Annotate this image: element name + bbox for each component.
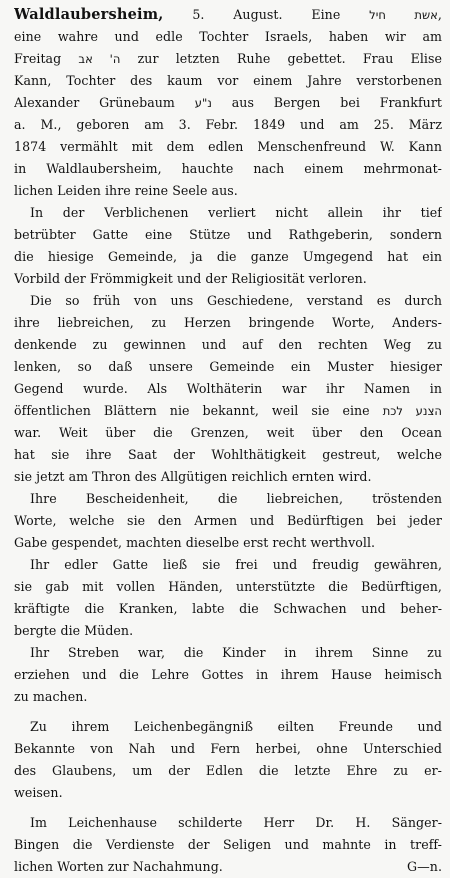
text-line: betrübter Gatte eine Stütze und Rathgeberin, sondern <box>14 227 442 242</box>
text-line: weisen. <box>14 785 63 800</box>
text-line: zu machen. <box>14 689 88 704</box>
text-line: bergte die Müden. <box>14 623 134 638</box>
text-line: In der Verblichenen verliert nicht allein ihr tief <box>30 205 442 220</box>
text-line: Bingen die Verdienste der Seligen und mahnte in treff- <box>14 837 442 852</box>
hebrew-phrase: אשת חיל <box>369 8 438 22</box>
text-line: lichen Leiden ihre reine Seele aus. <box>14 183 238 198</box>
text-line: Ihr edler Gatte ließ sie frei und freudig gewähren, <box>30 557 442 572</box>
text-line <box>14 92 442 114</box>
text-line: in Waldlaubersheim, hauchte nach einem mehrmonat- <box>14 161 442 176</box>
text-line: lenken, so daß unsere Gemeinde ein Muster hiesiger <box>14 359 442 374</box>
text-fragment: zur letzten Ruhe gebettet. Frau Elise <box>120 51 442 66</box>
text-fragment: Freitag <box>14 51 79 66</box>
text-line: Ihr Streben war, die Kinder in ihrem Sinne zu <box>30 645 442 660</box>
text-fragment: Alexander Grünebaum <box>14 95 195 110</box>
text-line: 1874 vermählt mit dem edlen Menschenfreund W. Kann <box>14 139 442 154</box>
dateline-date: 5. August. Eine <box>163 7 370 22</box>
text-line: Kann, Tochter des kaum vor einem Jahre verstorbenen <box>14 73 442 88</box>
obituary-article <box>14 4 442 878</box>
author-signature: G—n. <box>407 859 442 874</box>
text-fragment: öffentlichen Blättern nie bekannt, weil sie eine <box>14 403 383 418</box>
text-line: war. Weit über die Grenzen, weit über den Ocean <box>14 425 442 440</box>
text-line <box>14 400 442 422</box>
text-line: kräftigte die Kranken, labte die Schwachen und beher- <box>14 601 442 616</box>
text-fragment: lichen Worten zur Nachahmung. <box>14 859 223 874</box>
hebrew-phrase: הצנע לכת <box>382 404 442 418</box>
hebrew-abbreviation: נ"ע <box>194 96 212 110</box>
text-line: Vorbild der Frömmigkeit und der Religiosität verloren. <box>14 271 367 286</box>
text-line: Bekannte von Nah und Fern herbei, ohne Unterschied <box>14 741 442 756</box>
text-line: eine wahre und edle Tochter Israels, haben wir am <box>14 29 442 44</box>
text-fragment: , <box>437 7 442 22</box>
text-line: Worte, welche sie den Armen und Bedürftigen bei jeder <box>14 513 442 528</box>
dateline-place: Waldlaubersheim, <box>14 6 164 23</box>
text-line: des Glaubens, um der Edlen die letzte Ehre zu er- <box>14 763 442 778</box>
text-line: Zu ihrem Leichenbegängniß eilten Freunde und <box>30 719 442 734</box>
text-line: ihre liebreichen, zu Herzen bringende Worte, Anders- <box>14 315 442 330</box>
text-line: Gabe gespendet, machten dieselbe erst recht werthvoll. <box>14 535 376 550</box>
text-line <box>14 856 442 878</box>
text-line <box>14 48 442 70</box>
text-line <box>14 4 442 26</box>
hebrew-date: ה' אב <box>78 52 121 66</box>
text-line: hat sie ihre Saat der Wohlthätigkeit gestreut, welche <box>14 447 442 462</box>
text-line: Ihre Bescheidenheit, die liebreichen, tröstenden <box>30 491 442 506</box>
text-line: die hiesige Gemeinde, ja die ganze Umgegend hat ein <box>14 249 442 264</box>
text-line: denkende zu gewinnen und auf den rechten Weg zu <box>14 337 442 352</box>
text-line: Die so früh von uns Geschiedene, verstand es durch <box>30 293 442 308</box>
text-line: Im Leichenhause schilderte Herr Dr. H. Sänger- <box>30 815 442 830</box>
text-line: Gegend wurde. Als Wolthäterin war ihr Namen in <box>14 381 442 396</box>
text-line: sie gab mit vollen Händen, unterstützte die Bedürftigen, <box>14 579 442 594</box>
text-fragment: aus Bergen bei Frankfurt <box>211 95 442 110</box>
text-line: a. M., geboren am 3. Febr. 1849 und am 25. März <box>14 117 442 132</box>
paragraph-gap <box>14 804 442 812</box>
text-line: sie jetzt am Thron des Allgütigen reichlich ernten wird. <box>14 469 372 484</box>
text-line: erziehen und die Lehre Gottes in ihrem Hause heimisch <box>14 667 442 682</box>
